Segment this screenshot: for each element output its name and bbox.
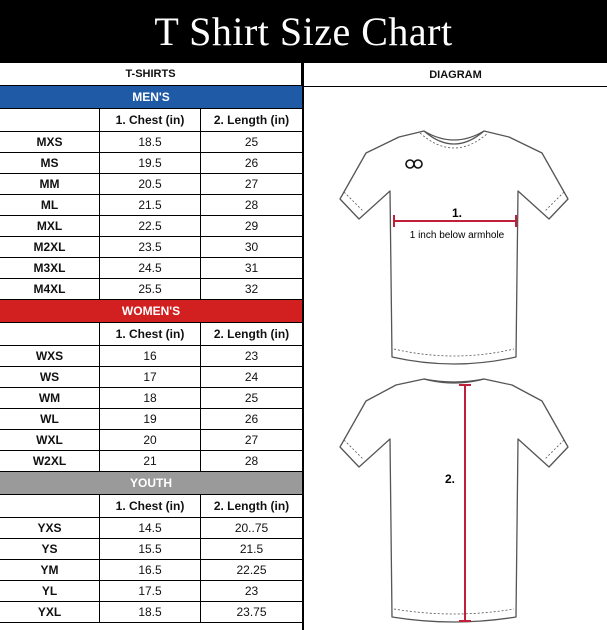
section-bar-youth: YOUTH xyxy=(0,472,302,495)
tshirt-front-illustration xyxy=(340,131,568,364)
chest-column-header: 1. Chest (in) xyxy=(100,109,201,131)
tshirt-back-illustration xyxy=(340,379,568,622)
length-cell: 28 xyxy=(244,198,259,212)
chest-cell: 18.5 xyxy=(100,132,201,152)
size-cell: WL xyxy=(0,409,100,429)
blank-header-cell xyxy=(0,109,100,131)
length-column-header: 2. Length (in) xyxy=(213,499,290,513)
size-cell: M2XL xyxy=(0,237,100,257)
length-cell: 24 xyxy=(244,370,259,384)
size-cell: MM xyxy=(0,174,100,194)
chest-cell: 20.5 xyxy=(100,174,201,194)
table-row xyxy=(0,195,302,216)
chest-cell: 14.5 xyxy=(100,518,201,538)
table-row xyxy=(0,409,302,430)
section-bar-mens: MEN'S xyxy=(0,86,302,109)
chest-marker: 1. xyxy=(451,206,463,220)
size-cell: MS xyxy=(0,153,100,173)
length-cell: 23 xyxy=(244,349,259,363)
length-cell: 21.5 xyxy=(239,542,264,556)
column-header-row-youth xyxy=(0,495,302,518)
size-cell: WXL xyxy=(0,430,100,450)
length-cell: 28 xyxy=(244,454,259,468)
chest-column-header: 1. Chest (in) xyxy=(100,323,201,345)
chest-cell: 16.5 xyxy=(100,560,201,580)
table-row xyxy=(0,451,302,472)
length-cell: 23.75 xyxy=(236,605,267,619)
blank-header-cell xyxy=(0,323,100,345)
chest-cell: 21 xyxy=(100,451,201,471)
length-cell: 26 xyxy=(244,412,259,426)
table-row xyxy=(0,346,302,367)
size-cell: W2XL xyxy=(0,451,100,471)
chest-cell: 21.5 xyxy=(100,195,201,215)
size-cell: MXL xyxy=(0,216,100,236)
chest-note: 1 inch below armhole xyxy=(409,230,505,241)
size-cell: WM xyxy=(0,388,100,408)
size-table xyxy=(0,62,302,630)
table-row xyxy=(0,132,302,153)
chest-cell: 22.5 xyxy=(100,216,201,236)
rows-mens xyxy=(0,132,302,300)
size-cell: YM xyxy=(0,560,100,580)
chest-cell: 19.5 xyxy=(100,153,201,173)
length-column-header: 2. Length (in) xyxy=(213,327,290,341)
size-cell: M3XL xyxy=(0,258,100,278)
table-row xyxy=(0,581,302,602)
length-marker: 2. xyxy=(444,472,456,486)
size-cell: YXL xyxy=(0,602,100,622)
table-row xyxy=(0,258,302,279)
chest-cell: 20 xyxy=(100,430,201,450)
length-cell: 29 xyxy=(244,219,259,233)
length-cell: 20..75 xyxy=(234,521,269,535)
section-bar-womens: WOMEN'S xyxy=(0,300,302,323)
chest-cell: 15.5 xyxy=(100,539,201,559)
length-cell: 22.25 xyxy=(236,563,267,577)
table-row xyxy=(0,153,302,174)
table-header: T-SHIRTS xyxy=(0,62,302,86)
table-row xyxy=(0,518,302,539)
length-column-header: 2. Length (in) xyxy=(213,113,290,127)
blank-header-cell xyxy=(0,495,100,517)
chest-column-header: 1. Chest (in) xyxy=(100,495,201,517)
length-cell: 31 xyxy=(244,261,259,275)
tshirt-diagram xyxy=(304,87,607,630)
chest-cell: 16 xyxy=(100,346,201,366)
chest-cell: 25.5 xyxy=(100,279,201,299)
size-cell: ML xyxy=(0,195,100,215)
chest-cell: 17.5 xyxy=(100,581,201,601)
size-cell: YS xyxy=(0,539,100,559)
table-row xyxy=(0,174,302,195)
page-title: T Shirt Size Chart xyxy=(0,0,607,62)
length-cell: 30 xyxy=(244,240,259,254)
table-row xyxy=(0,279,302,300)
table-row xyxy=(0,216,302,237)
length-cell: 25 xyxy=(244,135,259,149)
chest-cell: 18.5 xyxy=(100,602,201,622)
rows-youth xyxy=(0,518,302,623)
length-cell: 25 xyxy=(244,391,259,405)
table-row xyxy=(0,539,302,560)
chest-cell: 24.5 xyxy=(100,258,201,278)
size-cell: MXS xyxy=(0,132,100,152)
length-cell: 27 xyxy=(244,177,259,191)
table-row xyxy=(0,237,302,258)
diagram-header: DIAGRAM xyxy=(304,63,607,87)
table-row xyxy=(0,388,302,409)
chest-cell: 19 xyxy=(100,409,201,429)
column-header-row-womens xyxy=(0,323,302,346)
length-cell: 32 xyxy=(244,282,259,296)
rows-womens xyxy=(0,346,302,472)
table-row xyxy=(0,602,302,623)
length-cell: 27 xyxy=(244,433,259,447)
size-cell: WXS xyxy=(0,346,100,366)
size-cell: M4XL xyxy=(0,279,100,299)
column-header-row-mens xyxy=(0,109,302,132)
chest-cell: 17 xyxy=(100,367,201,387)
size-cell: YXS xyxy=(0,518,100,538)
chest-cell: 18 xyxy=(100,388,201,408)
length-cell: 23 xyxy=(244,584,259,598)
size-cell: YL xyxy=(0,581,100,601)
table-row xyxy=(0,430,302,451)
table-row xyxy=(0,560,302,581)
size-cell: WS xyxy=(0,367,100,387)
chest-cell: 23.5 xyxy=(100,237,201,257)
length-cell: 26 xyxy=(244,156,259,170)
table-row xyxy=(0,367,302,388)
diagram-panel xyxy=(302,62,607,630)
